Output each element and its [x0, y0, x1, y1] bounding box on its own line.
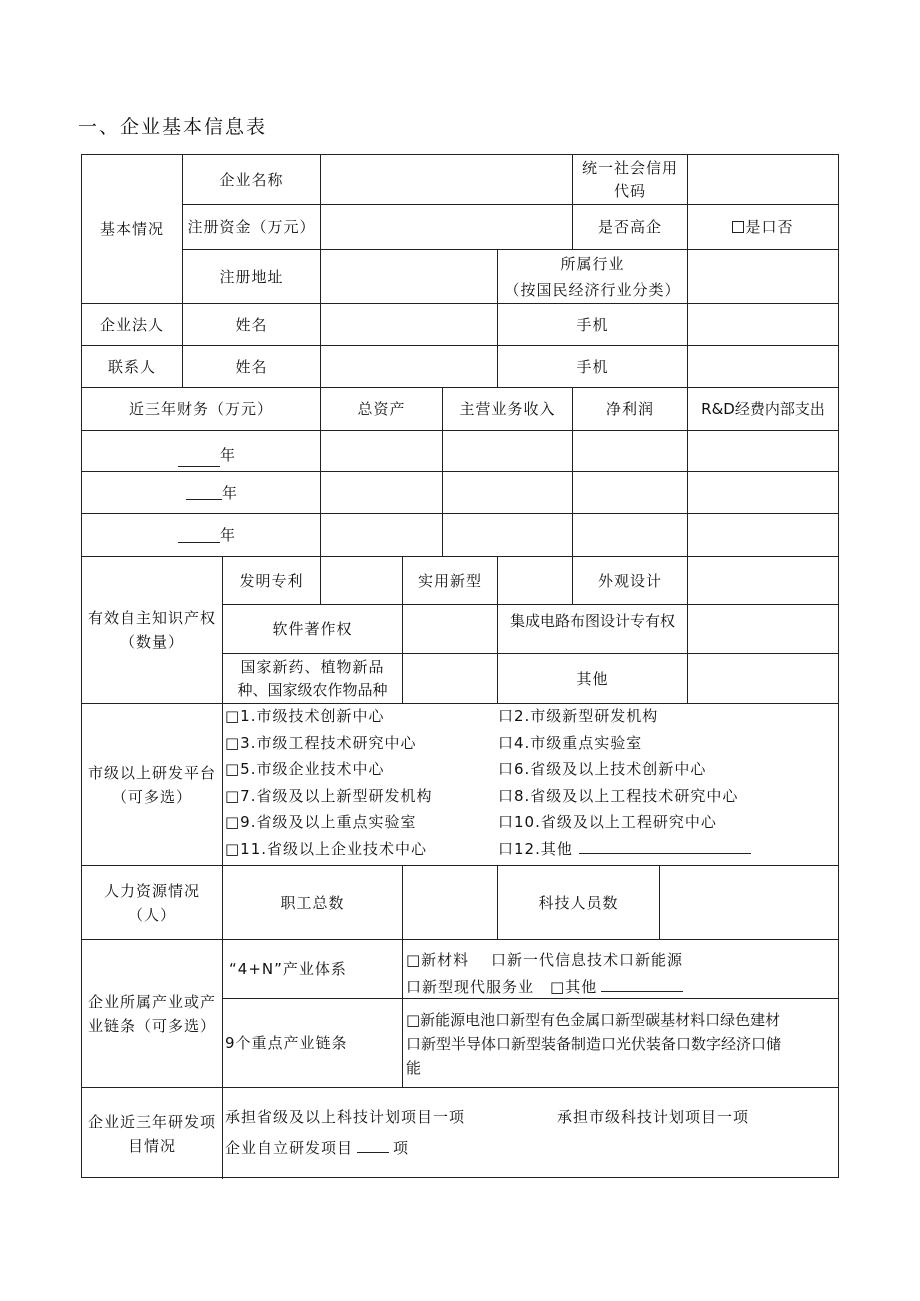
platform-option-1[interactable]: □1.市级技术创新中心 — [225, 707, 385, 725]
credit-code-label-line1: 统一社会信用 — [581, 158, 678, 177]
industry-system-services[interactable]: 口新型现代服务业 — [406, 978, 551, 996]
year-suffix: 年 — [219, 526, 236, 544]
rd-provincial[interactable]: 承担省级及以上科技计划项目一项 — [225, 1108, 466, 1126]
finance-year-3[interactable] — [82, 514, 321, 557]
hr-staff-total-field[interactable] — [403, 866, 498, 940]
rd-self-blank[interactable] — [357, 1138, 389, 1153]
address-field[interactable] — [321, 250, 498, 304]
platform-option-5[interactable]: □5.市级企业技术中心 — [225, 760, 385, 778]
finance-year-2[interactable] — [82, 472, 321, 514]
company-name-field[interactable] — [321, 155, 573, 205]
industry-chain-label-line1: 企业所属产业或产 — [87, 992, 216, 1011]
rd-self-suffix: 项 — [393, 1139, 410, 1157]
industry-label-line1: 所属行业 — [560, 254, 625, 273]
ip-section-label-line2: （数量） — [119, 633, 184, 651]
page-title: 一、企业基本信息表 — [78, 116, 268, 138]
platform-other-blank[interactable] — [579, 839, 751, 854]
high-tech-options[interactable] — [688, 205, 839, 250]
ip-ic-layout-label: 集成电路布图设计专有权 — [498, 605, 688, 654]
platform-option-11[interactable]: □11.省级以上企业技术中心 — [225, 840, 428, 858]
rd-section-label-line2: 目情况 — [127, 1136, 176, 1155]
legal-name-label: 姓名 — [183, 304, 321, 346]
ip-invention-label: 发明专利 — [223, 557, 321, 605]
finance-cell[interactable] — [688, 514, 839, 557]
legal-phone-label: 手机 — [498, 304, 688, 346]
ip-utility-field[interactable] — [498, 557, 573, 605]
basic-section-label: 基本情况 — [82, 155, 183, 304]
hr-section-label — [82, 866, 223, 940]
industry-label — [498, 250, 688, 304]
finance-col-total-assets: 总资产 — [321, 388, 443, 431]
contact-name-field[interactable] — [321, 346, 498, 388]
hr-staff-total-label: 职工总数 — [223, 866, 403, 940]
finance-cell[interactable] — [321, 431, 443, 472]
legal-phone-field[interactable] — [688, 304, 839, 346]
hr-tech-staff-label: 科技人员数 — [498, 866, 660, 940]
industry-chains-line2[interactable]: 口新型半导体口新型装备制造口光伏装备口数字经济口储 — [406, 1035, 782, 1053]
industry-system-line1[interactable]: □新材料 口新一代信息技术口新能源 — [406, 951, 683, 969]
contact-phone-label: 手机 — [498, 346, 688, 388]
contact-section-label: 联系人 — [82, 346, 183, 388]
hr-section-label-line1: 人力资源情况 — [103, 881, 200, 900]
industry-system-line2[interactable] — [406, 977, 683, 997]
industry-other-blank[interactable] — [601, 977, 683, 992]
rd-self-prefix: 企业自立研发项目 — [225, 1139, 354, 1157]
ip-section-label — [82, 557, 223, 704]
ip-software-label: 软件著作权 — [223, 605, 403, 654]
rd-section-label-line1: 企业近三年研发项 — [87, 1112, 216, 1131]
platform-option-8[interactable]: 口8.省级及以上工程技术研究中心 — [498, 787, 739, 805]
high-tech-options-text: 是口否 — [745, 218, 794, 236]
credit-code-label — [573, 155, 688, 205]
industry-chains-line3[interactable]: 能 — [406, 1059, 423, 1077]
registered-capital-label: 注册资金（万元） — [183, 205, 321, 250]
hr-tech-staff-field[interactable] — [660, 866, 839, 940]
legal-name-field[interactable] — [321, 304, 498, 346]
finance-cell[interactable] — [573, 514, 688, 557]
ip-design-label: 外观设计 — [573, 557, 688, 605]
ip-utility-label: 实用新型 — [403, 557, 498, 605]
year-blank[interactable] — [186, 485, 222, 500]
contact-name-label: 姓名 — [183, 346, 321, 388]
contact-phone-field[interactable] — [688, 346, 839, 388]
year-blank[interactable] — [178, 528, 220, 543]
rd-section-label — [82, 1088, 223, 1179]
platform-option-10[interactable]: 口10.省级及以上工程研究中心 — [498, 813, 717, 831]
finance-cell[interactable] — [443, 431, 573, 472]
industry-label-line2: （按国民经济行业分类） — [504, 280, 681, 299]
industry-chain-label-line2: 业链条（可多选） — [87, 1016, 216, 1035]
finance-cell[interactable] — [573, 431, 688, 472]
company-name-label: 企业名称 — [183, 155, 321, 205]
credit-code-label-line2: 代码 — [613, 181, 646, 200]
credit-code-field[interactable] — [688, 155, 839, 205]
industry-chain-section-label — [82, 940, 223, 1088]
ip-other-field[interactable] — [688, 654, 839, 704]
platform-section-label-line1: 市级以上研发平台 — [87, 763, 216, 782]
ip-software-field[interactable] — [403, 605, 498, 654]
ip-new-variety-label — [223, 654, 403, 704]
finance-header: 近三年财务（万元） — [82, 388, 321, 431]
finance-cell[interactable] — [443, 472, 573, 514]
ip-section-label-line1: 有效自主知识产权 — [87, 609, 216, 627]
finance-cell[interactable] — [321, 472, 443, 514]
registered-capital-field[interactable] — [321, 205, 573, 250]
address-label: 注册地址 — [183, 250, 321, 304]
platform-option-9[interactable]: □9.省级及以上重点实验室 — [225, 813, 417, 831]
year-suffix: 年 — [221, 483, 238, 502]
platform-option-2[interactable]: 口2.市级新型研发机构 — [498, 707, 659, 725]
finance-cell[interactable] — [573, 472, 688, 514]
high-tech-label: 是否高企 — [573, 205, 688, 250]
platform-option-12[interactable] — [498, 839, 751, 859]
platform-option-6[interactable]: 口6.省级及以上技术创新中心 — [498, 760, 707, 778]
finance-cell[interactable] — [688, 431, 839, 472]
platform-section-label-line2: （可多选） — [111, 787, 192, 806]
finance-cell[interactable] — [321, 514, 443, 557]
ip-new-variety-line2: 种、国家级农作物品种 — [237, 680, 388, 699]
finance-year-1[interactable] — [82, 431, 321, 472]
platform-option-12-label: 口12.其他 — [498, 840, 573, 858]
finance-col-net-profit: 净利润 — [573, 388, 688, 431]
checkbox-icon[interactable] — [732, 221, 744, 233]
industry-system-other[interactable]: □其他 — [550, 978, 598, 996]
rd-self[interactable] — [225, 1138, 409, 1158]
industry-field[interactable] — [688, 250, 839, 304]
year-blank[interactable] — [178, 452, 220, 467]
industry-chains-line1[interactable]: □新能源电池口新型有色金属口新型碳基材料口绿色建材 — [406, 1011, 781, 1029]
rd-municipal[interactable]: 承担市级科技计划项目一项 — [557, 1108, 750, 1126]
ip-invention-field[interactable] — [321, 557, 403, 605]
ip-design-field[interactable] — [688, 557, 839, 605]
ip-other-label: 其他 — [498, 654, 688, 704]
finance-cell[interactable] — [443, 514, 573, 557]
finance-col-rd: R&D经费内部支出 — [688, 388, 839, 431]
ip-ic-layout-field[interactable] — [688, 605, 839, 654]
hr-section-label-line2: （人） — [127, 905, 176, 924]
ip-new-variety-field[interactable] — [403, 654, 498, 704]
platform-option-3[interactable]: □3.市级工程技术研究中心 — [225, 734, 417, 752]
platform-option-7[interactable]: □7.省级及以上新型研发机构 — [225, 787, 433, 805]
platform-option-4[interactable]: 口4.市级重点实验室 — [498, 734, 643, 752]
year-suffix: 年 — [219, 446, 236, 464]
industry-chains-label: 9个重点产业链条 — [223, 999, 403, 1088]
industry-system-label: “4+N”产业体系 — [223, 940, 403, 999]
finance-cell[interactable] — [688, 472, 839, 514]
finance-col-revenue: 主营业务收入 — [443, 388, 573, 431]
ip-new-variety-line1: 国家新药、植物新品 — [240, 657, 385, 676]
legal-section-label: 企业法人 — [82, 304, 183, 346]
platform-section-label — [82, 704, 223, 866]
rd-projects — [223, 1088, 840, 1179]
